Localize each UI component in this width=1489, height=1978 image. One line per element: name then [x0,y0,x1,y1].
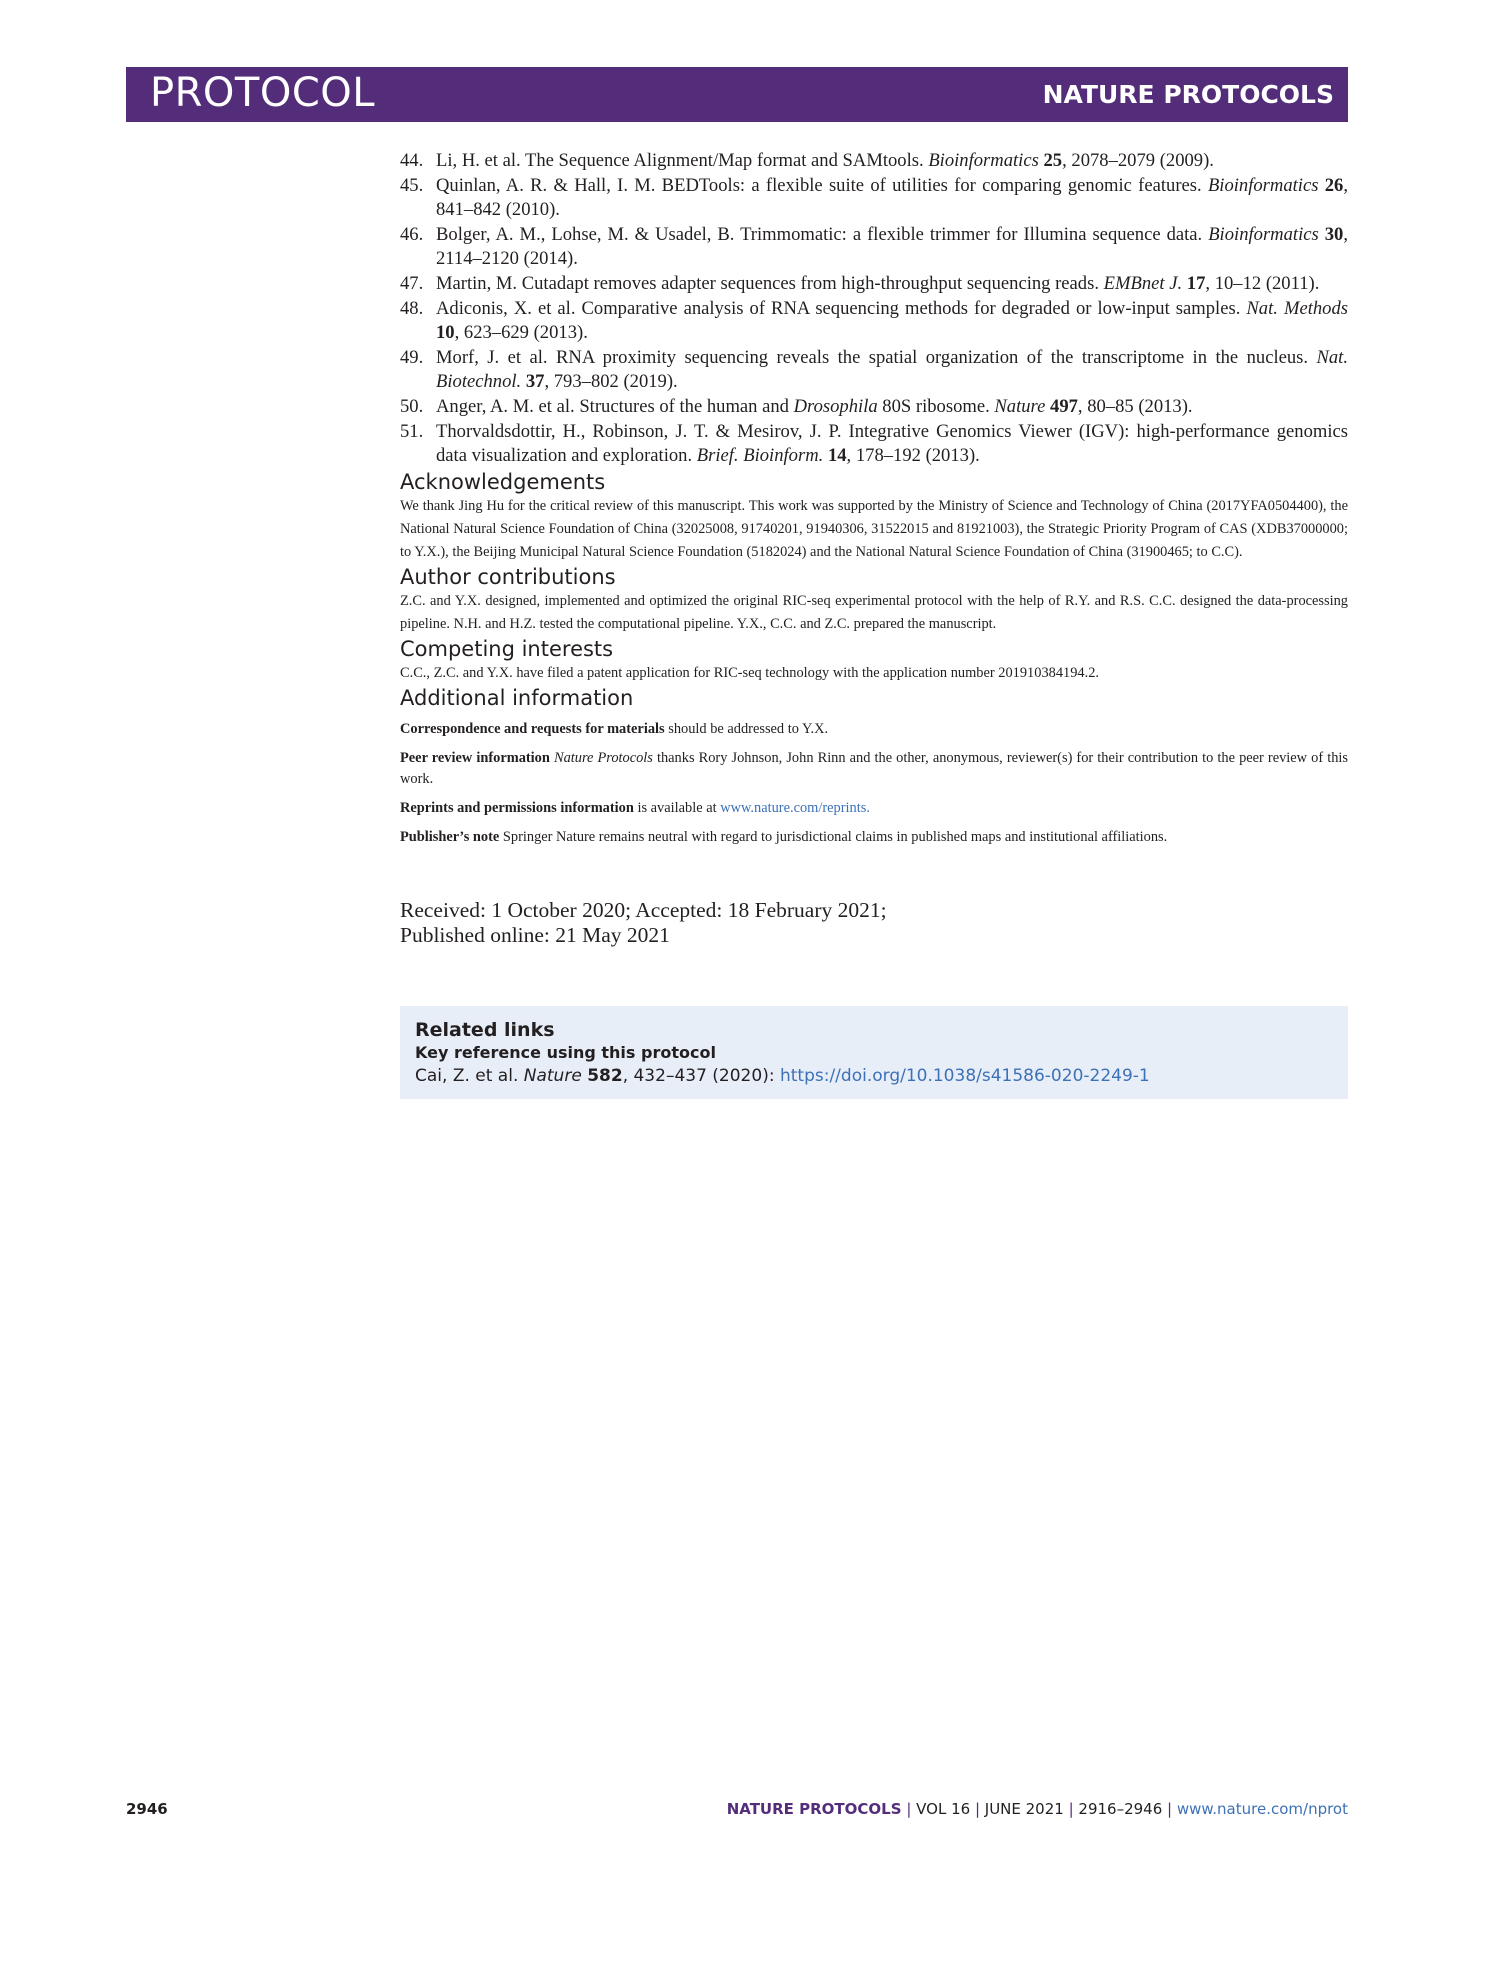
reference-item: 50. Anger, A. M. et al. Structures of the human and Drosophila 80S ribosome. Nature 497, 80–85 (2013). [400,395,1193,417]
acknowledgements-heading: Acknowledgements [400,469,606,494]
reference-item: 48. Adiconis, X. et al. Comparative analysis of RNA sequencing methods for degraded or low-input samples. Nat. Methods 10, 623–629 (2013). [400,297,1348,344]
author-contributions-text: Z.C. and Y.X. designed, implemented and optimized the original RIC-seq experimental protocol with the help of R.Y. and R.S. C.C. designed the data-processing pipeline. N.H. and H.Z. tested the computational pipeline. Y.X., C.C. and Z.C. prepared the manuscript. [400,592,1348,632]
reprints-link[interactable]: www.nature.com/reprints. [720,799,870,816]
page-number: 2946 [126,1800,168,1818]
competing-interests-heading: Competing interests [400,636,614,661]
journal-name: NATURE PROTOCOLS [1042,80,1334,109]
reference-item: 51. Thorvaldsdottir, H., Robinson, J. T. & Mesirov, J. P. Integrative Genomics Viewer (IGV): high-performance genomics data visualization and exploration. Brief. Bioinform. 14, 178–192 (2013). [400,420,1348,467]
section-type-label: PROTOCOL [150,70,376,116]
received-accepted-line: Received: 1 October 2020; Accepted: 18 February 2021; [400,897,887,922]
published-online-line: Published online: 21 May 2021 [400,922,670,947]
additional-information-heading: Additional information [400,685,634,710]
page-content [400,149,1348,1099]
related-reference: Cai, Z. et al. Nature 582, 432–437 (2020): https://doi.org/10.1038/s41586-020-2249-1 [415,1065,1150,1086]
footer-pages: 2916–2946 [1078,1800,1163,1818]
publisher-note: Publisher’s note Springer Nature remains neutral with regard to jurisdictional claims in published maps and institutional affiliations. [400,828,1168,845]
reference-list [400,149,1348,469]
doi-link[interactable]: https://doi.org/10.1038/s41586-020-2249-1 [779,1065,1150,1086]
reference-item: 49. Morf, J. et al. RNA proximity sequencing reveals the spatial organization of the transcriptome in the nucleus. Nat. Biotechnol. 37, 793–802 (2019). [400,346,1348,393]
competing-interests-text: C.C., Z.C. and Y.X. have filed a patent application for RIC-seq technology with the application number 201910384194.2. [400,664,1100,681]
reference-item: 46. Bolger, A. M., Lohse, M. & Usadel, B. Trimmomatic: a flexible trimmer for Illumina sequence data. Bioinformatics 30, 2114–2120 (2014). [400,223,1348,270]
related-links-box [400,1006,1348,1099]
footer-journal: NATURE PROTOCOLS [726,1800,902,1818]
correspondence-note: Correspondence and requests for materials should be addressed to Y.X. [400,720,829,737]
author-contributions-heading: Author contributions [400,564,616,589]
footer-volume: VOL 16 [916,1800,971,1818]
publication-dates [400,898,1348,948]
related-links-title: Related links [415,1018,555,1041]
reference-item: 45. Quinlan, A. R. & Hall, I. M. BEDTools: a flexible suite of utilities for comparing genomic features. Bioinformatics 26, 841–842 (2010). [400,174,1348,221]
footer-url[interactable]: www.nature.com/nprot [1176,1800,1348,1818]
footer-date: JUNE 2021 [984,1800,1064,1818]
reference-item: 44. Li, H. et al. The Sequence Alignment/Map format and SAMtools. Bioinformatics 25, 2078–2079 (2009). [400,150,1214,171]
acknowledgements-text: We thank Jing Hu for the critical review of this manuscript. This work was supported by the Ministry of Science and Technology of China (2017YFA0504400), the National Natural Science Foundation of China (32025008, 91740201, 91940306, 31522015 and 81921003), the Strategic Priority Program of CAS (XDB37000000; to Y.X.), the Beijing Municipal Natural Science Foundation (5182024) and the National Natural Science Foundation of China (31900465; to C.C). [400,497,1348,560]
footer-citation: NATURE PROTOCOLS | VOL 16 | JUNE 2021 | 2916–2946 | www.nature.com/nprot [726,1800,1348,1818]
peer-review-note: Peer review information Nature Protocols thanks Rory Johnson, John Rinn and the other, anonymous, reviewer(s) for their contribution to the peer review of this work. [400,749,1348,787]
related-links-subtitle: Key reference using this protocol [415,1042,716,1062]
reprints-note: Reprints and permissions information is available at www.nature.com/reprints. [400,799,870,816]
reference-item: 47. Martin, M. Cutadapt removes adapter sequences from high-throughput sequencing reads. EMBnet J. 17, 10–12 (2011). [400,272,1320,294]
header-banner [126,67,1348,122]
